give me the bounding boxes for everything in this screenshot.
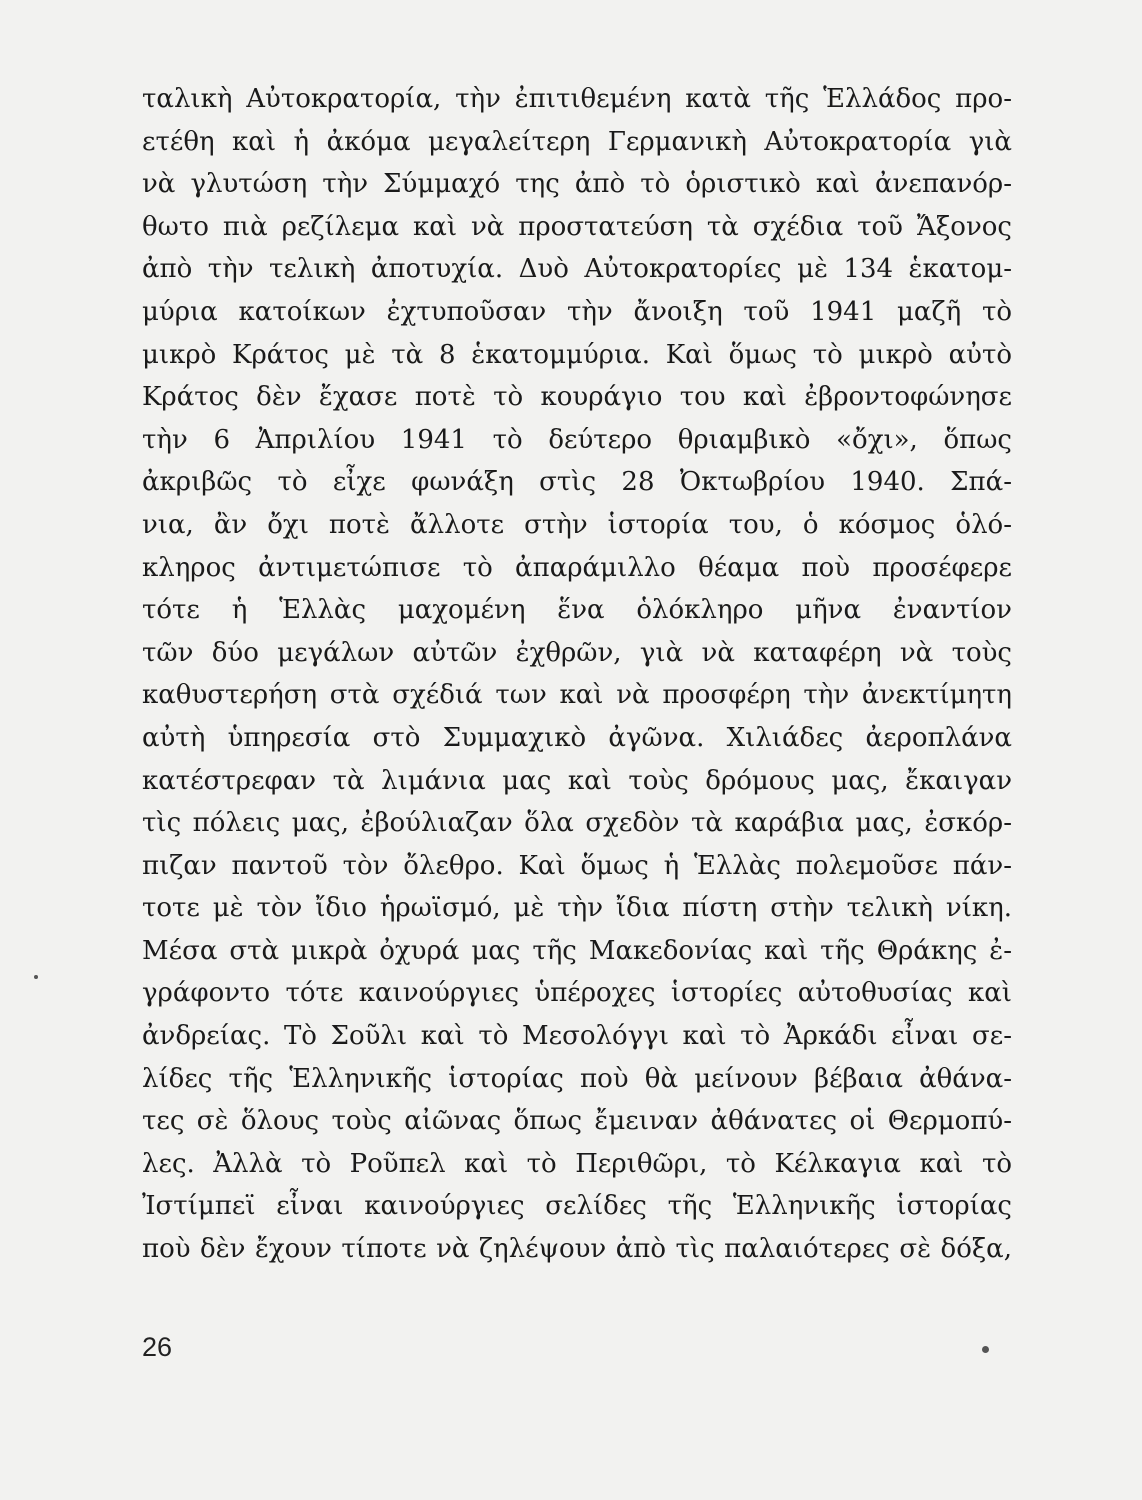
text-line: πιζαν παντοῦ τὸν ὄλεθρο. Καὶ ὅμως ἡ Ἑλλὰς πολεμοῦσε πάν- — [142, 850, 1012, 881]
text-line: θωτο πιὰ ρεζίλεμα καὶ νὰ προστατεύση τὰ σχέδια τοῦ Ἄξονος — [142, 211, 1012, 242]
text-line: ποὺ δὲν ἔχουν τίποτε νὰ ζηλέψουν ἀπὸ τὶς παλαιότερες σὲ δόξα, — [142, 1234, 1012, 1265]
text-line: Ἰστίμπεϊ εἶναι καινούργιες σελίδες τῆς Ἑλληνικῆς ἱστορίας — [142, 1191, 1012, 1222]
text-line: νια, ἂν ὄχι ποτὲ ἄλλοτε στὴν ἱστορία του, ὁ κόσμος ὁλό- — [142, 509, 1012, 540]
text-line: τὴν 6 Ἀπριλίου 1941 τὸ δεύτερο θριαμβικὸ «ὄχι», ὅπως — [142, 424, 1012, 455]
paper-speck — [982, 1346, 989, 1353]
text-line: τῶν δύο μεγάλων αὐτῶν ἐχθρῶν, γιὰ νὰ καταφέρη νὰ τοὺς — [142, 637, 1012, 668]
text-line: ἀπὸ τὴν τελικὴ ἀποτυχία. Δυὸ Αὐτοκρατορίες μὲ 134 ἑκατομ- — [142, 254, 1012, 285]
body-text — [142, 78, 1012, 1271]
paper-speck — [34, 975, 38, 979]
text-line: ἀκριβῶς τὸ εἶχε φωνάξη στὶς 28 Ὀκτωβρίου 1940. Σπά- — [142, 467, 1012, 498]
text-line: νὰ γλυτώση τὴν Σύμμαχό της ἀπὸ τὸ ὁριστικὸ καὶ ἀνεπανόρ- — [142, 169, 1012, 200]
text-line: αὐτὴ ὑπηρεσία στὸ Συμμαχικὸ ἀγῶνα. Χιλιάδες ἀεροπλάνα — [142, 722, 1012, 753]
text-line: κληρος ἀντιμετώπισε τὸ ἀπαράμιλλο θέαμα ποὺ προσέφερε — [142, 552, 1012, 583]
text-line: γράφοντο τότε καινούργιες ὑπέροχες ἱστορίες αὐτοθυσίας καὶ — [142, 978, 1012, 1009]
text-line: τὶς πόλεις μας, ἐβούλιαζαν ὅλα σχεδὸν τὰ καράβια μας, ἐσκόρ- — [142, 808, 1012, 839]
text-line: κατέστρεφαν τὰ λιμάνια μας καὶ τοὺς δρόμους μας, ἔκαιγαν — [142, 765, 1012, 796]
text-line: μικρὸ Κράτος μὲ τὰ 8 ἑκατομμύρια. Καὶ ὅμως τὸ μικρὸ αὐτὸ — [142, 339, 1012, 370]
text-line: ταλικὴ Αὐτοκρατορία, τὴν ἐπιτιθεμένη κατὰ τῆς Ἑλλάδος προ- — [142, 84, 1012, 114]
text-line: ετέθη καὶ ἡ ἀκόμα μεγαλείτερη Γερμανικὴ Αὐτοκρατορία γιὰ — [142, 126, 1012, 157]
text-line: τες σὲ ὅλους τοὺς αἰῶνας ὅπως ἔμειναν ἀθάνατες οἱ Θερμοπύ- — [142, 1106, 1012, 1137]
text-line: Μέσα στὰ μικρὰ ὀχυρά μας τῆς Μακεδονίας καὶ τῆς Θράκης ἐ- — [142, 935, 1012, 966]
text-line: λες. Ἀλλὰ τὸ Ροῦπελ καὶ τὸ Περιθῶρι, τὸ Κέλκαγια καὶ τὸ — [142, 1148, 1012, 1179]
text-line: ἀνδρείας. Τὸ Σοῦλι καὶ τὸ Μεσολόγγι καὶ τὸ Ἀρκάδι εἶναι σε- — [142, 1021, 1012, 1052]
text-line: τοτε μὲ τὸν ἴδιο ἡρωϊσμό, μὲ τὴν ἴδια πίστη στὴν τελικὴ νίκη. — [142, 893, 1012, 924]
text-line: Κράτος δὲν ἔχασε ποτὲ τὸ κουράγιο του καὶ ἐβροντοφώνησε — [142, 382, 1012, 413]
text-line: λίδες τῆς Ἑλληνικῆς ἱστορίας ποὺ θὰ μείνουν βέβαια ἀθάνα- — [142, 1063, 1012, 1094]
text-line: μύρια κατοίκων ἐχτυποῦσαν τὴν ἄνοιξη τοῦ 1941 μαζῆ τὸ — [142, 296, 1012, 327]
text-line: καθυστερήση στὰ σχέδιά των καὶ νὰ προσφέρη τὴν ἀνεκτίμητη — [142, 680, 1012, 711]
page-number: 26 — [142, 1332, 173, 1362]
text-line: τότε ἡ Ἑλλὰς μαχομένη ἕνα ὁλόκληρο μῆνα ἐναντίον — [142, 595, 1012, 626]
